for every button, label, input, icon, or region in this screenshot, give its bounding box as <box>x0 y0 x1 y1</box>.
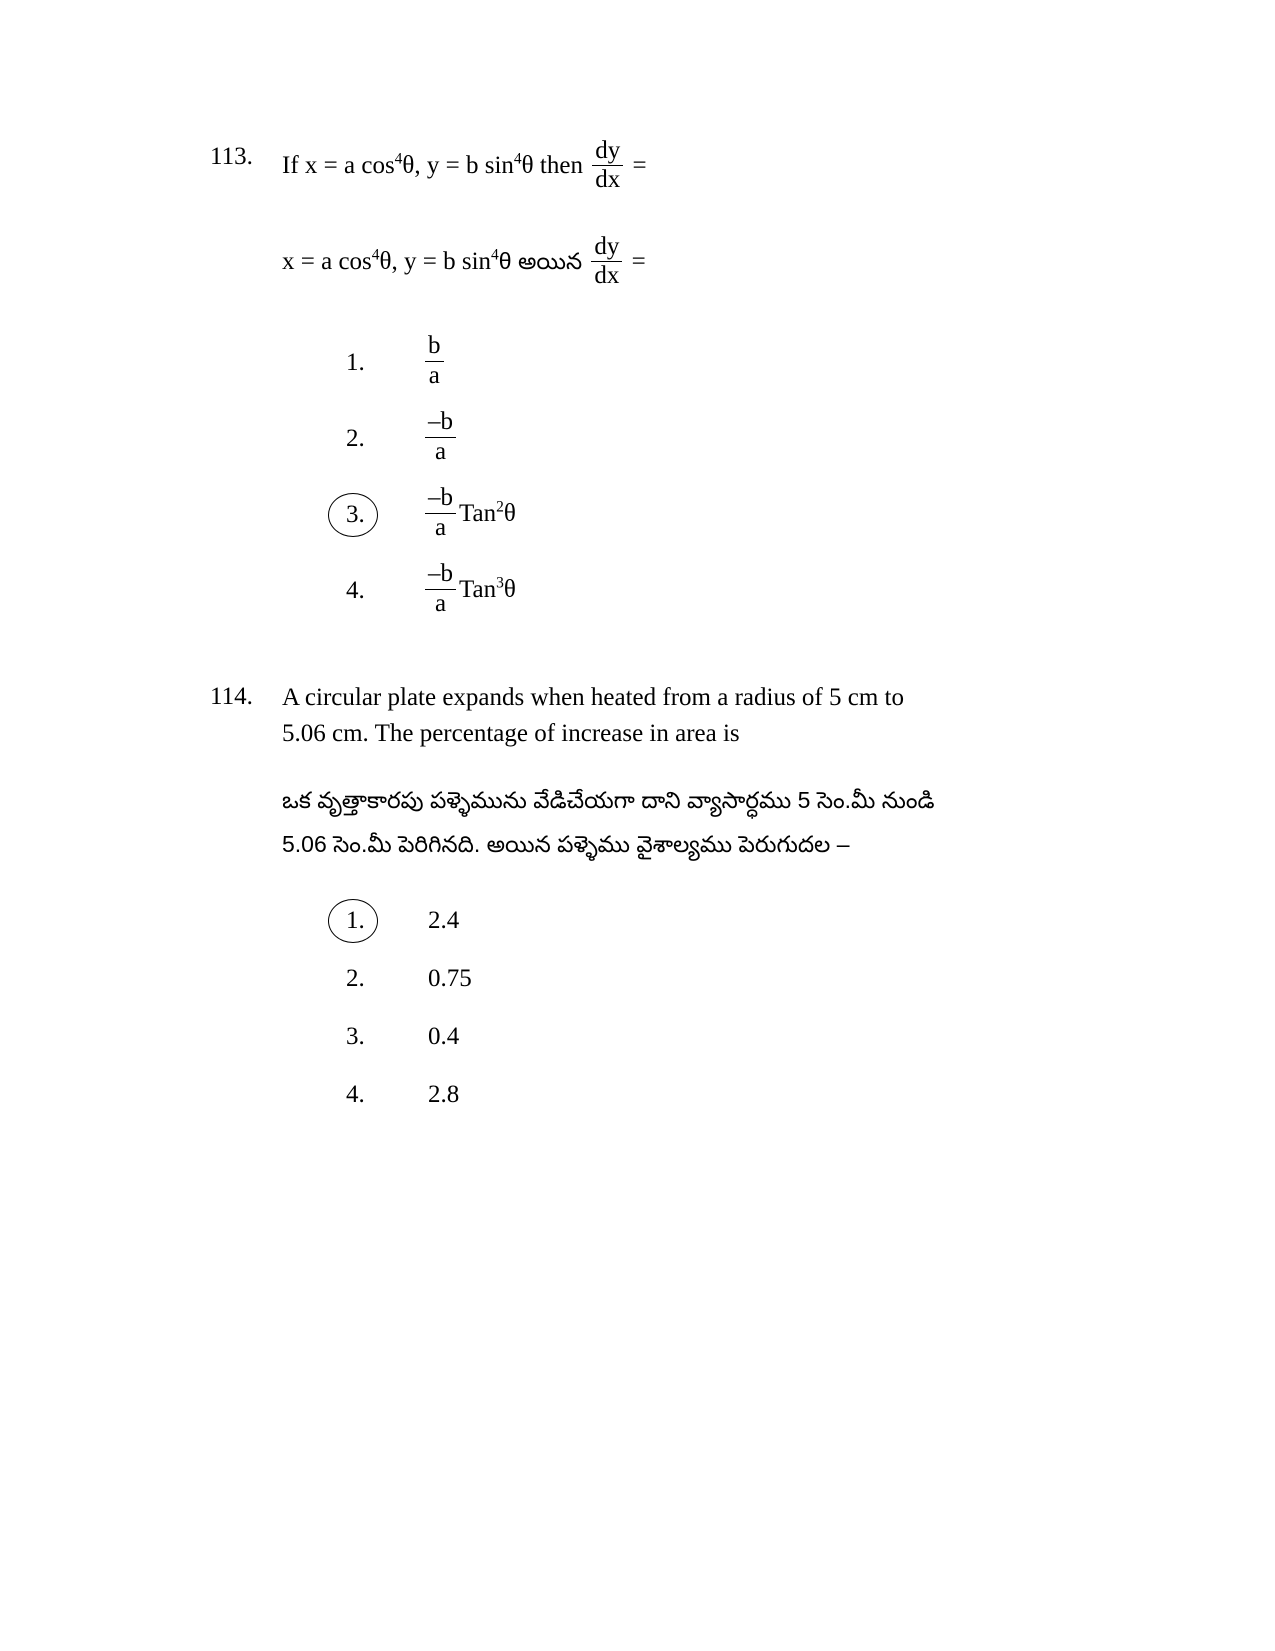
q113-te-tail: θ అయిన <box>498 247 583 274</box>
option-113-3[interactable] <box>344 477 1060 553</box>
question-114 <box>210 680 1060 1124</box>
option-113-3-tan <box>459 500 516 527</box>
option-113-1-value <box>422 332 447 391</box>
q113-te-derivative-fraction <box>591 234 622 290</box>
option-114-1-label: 1. <box>346 907 365 934</box>
option-113-3-value <box>422 484 516 543</box>
q113-te-mid: θ, y = b sin <box>379 247 492 275</box>
option-113-1[interactable] <box>344 325 1060 401</box>
option-113-3-denominator: a <box>434 513 447 541</box>
option-113-3-numerator: –b <box>425 485 456 513</box>
option-114-3[interactable] <box>344 1008 1060 1066</box>
question-113-body <box>282 137 1060 629</box>
question-114-number: 114. <box>210 683 253 710</box>
question-114-stem-telugu-line2: 5.06 సెం.మీ పెరిగినది. అయిన పళ్ళెము వైశాల్యము పెరుగుదల – <box>282 831 850 857</box>
question-113 <box>210 137 1060 629</box>
q113-en-math <box>282 137 647 194</box>
option-113-2-value <box>422 408 459 467</box>
q113-en-exp2: 4 <box>513 151 522 169</box>
q113-en-equals: = <box>632 152 647 180</box>
option-114-4-value: 2.8 <box>428 1081 460 1108</box>
option-113-4-tan-text: Tan <box>459 575 497 603</box>
question-114-stem-telugu <box>282 778 1060 866</box>
option-113-2-fraction <box>425 409 456 465</box>
option-114-2[interactable] <box>344 950 1060 1008</box>
q113-en-mid: θ, y = b sin <box>402 152 514 180</box>
q113-te-equals: = <box>631 247 646 275</box>
option-113-4-tan-exponent: 3 <box>496 574 504 592</box>
option-113-3-label: 3. <box>346 501 365 528</box>
option-114-1[interactable] <box>344 892 1060 950</box>
option-113-3-tan-text: Tan <box>459 499 497 527</box>
q113-en-frac-numerator: dy <box>592 138 623 166</box>
q113-te-exp1: 4 <box>371 246 380 264</box>
question-113-stem-telugu <box>282 232 1060 292</box>
option-114-3-label: 3. <box>346 1023 365 1050</box>
option-114-1-label-wrap <box>344 906 400 936</box>
option-113-1-label: 1. <box>346 349 365 376</box>
option-114-4-label: 4. <box>346 1081 365 1108</box>
option-113-2[interactable] <box>344 401 1060 477</box>
option-113-2-numerator: –b <box>425 409 456 437</box>
option-113-3-fraction <box>425 485 456 541</box>
question-113-options <box>344 325 1060 629</box>
option-113-4-value <box>422 560 516 619</box>
q113-te-frac-denominator: dx <box>594 261 620 289</box>
option-113-2-label-wrap <box>344 424 400 454</box>
question-114-options <box>344 892 1060 1124</box>
question-113-number: 113. <box>210 143 253 170</box>
option-113-2-label: 2. <box>346 425 365 452</box>
question-114-stem-telugu-line1: ఒక వృత్తాకారపు పళ్ళెమును వేడిచేయగా దాని వ్యాసార్ధము 5 సెం.మీ నుండి <box>282 787 935 813</box>
option-113-3-tan-exponent: 2 <box>496 498 504 516</box>
q113-en-lead: If x = a cos <box>282 152 395 180</box>
q113-en-exp1: 4 <box>394 151 403 169</box>
option-113-4-label-wrap <box>344 576 400 606</box>
question-113-stem-english <box>282 137 1060 196</box>
option-113-1-fraction <box>425 333 444 389</box>
q113-te-lead: x = a cos <box>282 247 372 275</box>
question-114-stem-english <box>282 680 1060 752</box>
q113-te-exp2: 4 <box>491 246 499 264</box>
question-114-stem-english-line1: A circular plate expands when heated from a radius of 5 cm to <box>282 684 904 711</box>
option-113-2-denominator: a <box>434 437 447 465</box>
option-113-4-tan-theta: θ <box>503 575 516 603</box>
option-113-1-numerator: b <box>425 333 444 361</box>
option-113-4-label: 4. <box>346 577 365 604</box>
option-114-2-label: 2. <box>346 965 365 992</box>
option-114-3-label-wrap <box>344 1022 400 1052</box>
option-114-4-label-wrap <box>344 1080 400 1110</box>
q113-en-frac-denominator: dx <box>595 166 621 194</box>
option-114-1-value: 2.4 <box>428 907 460 934</box>
q113-te-frac-numerator: dy <box>591 234 622 262</box>
option-113-1-denominator: a <box>428 361 440 389</box>
option-114-2-label-wrap <box>344 964 400 994</box>
option-114-4[interactable] <box>344 1066 1060 1124</box>
option-113-4-denominator: a <box>434 589 447 617</box>
option-114-2-value: 0.75 <box>428 965 472 992</box>
option-114-3-value: 0.4 <box>428 1023 460 1050</box>
option-113-4-fraction <box>425 561 456 617</box>
question-114-body <box>282 680 1060 1124</box>
option-113-4[interactable] <box>344 553 1060 629</box>
option-113-1-label-wrap <box>344 348 400 378</box>
q113-en-derivative-fraction <box>592 138 623 194</box>
option-113-3-label-wrap <box>344 500 400 530</box>
q113-te-math <box>282 232 646 289</box>
option-113-4-tan <box>459 576 516 603</box>
option-113-3-tan-theta: θ <box>503 499 516 527</box>
option-113-4-numerator: –b <box>425 561 456 589</box>
question-114-stem-english-line2: 5.06 cm. The percentage of increase in area is <box>282 720 740 747</box>
q113-en-tail: θ then <box>521 152 583 180</box>
